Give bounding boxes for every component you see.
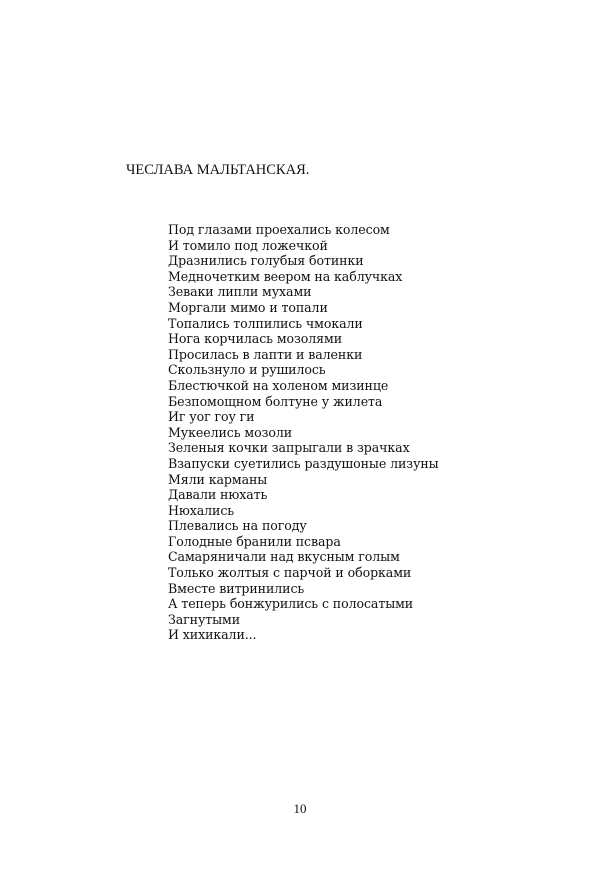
- poem-line: Зеваки липли мухами: [168, 284, 312, 300]
- poem-line: Медночетким веером на каблучках: [168, 268, 403, 284]
- poem-line: Мяли карманы: [168, 471, 268, 487]
- poem-line: Загнутыми: [168, 611, 241, 627]
- poem-line: Нюхались: [168, 502, 235, 518]
- author-heading: ЧЕСЛАВА МАЛЬТАНСКАЯ.: [126, 162, 310, 178]
- poem-line: Только жолтыя с парчой и оборками: [168, 565, 412, 581]
- poem-line: Давали нюхать: [168, 487, 268, 503]
- poem-line: Самаряничали над вкусным голым: [168, 549, 400, 565]
- poem-line: Скользнуло и рушилось: [168, 362, 326, 378]
- poem-line: Моргали мимо и топали: [168, 299, 328, 315]
- poem-line: Нога корчилась мозолями: [168, 331, 342, 347]
- poem-line: Голодные бранили псвара: [168, 533, 341, 549]
- poem-line: И хихикали...: [168, 627, 257, 643]
- poem-line: Блестючкой на холеном мизинце: [168, 377, 389, 393]
- poem-line: Дразнились голубыя ботинки: [168, 253, 364, 269]
- poem-line: Безпомощном болтуне у жилета: [168, 393, 383, 409]
- poem-line: Вместе витринились: [168, 580, 305, 596]
- poem-line: Мукеелись мозоли: [168, 424, 293, 440]
- poem-line: Просилась в лапти и валенки: [168, 346, 363, 362]
- poem-line: Под глазами проехались колесом: [168, 222, 390, 237]
- poem: [168, 222, 439, 643]
- page-number: 10: [293, 801, 307, 816]
- poem-line: А теперь бонжурились с полосатыми: [168, 596, 414, 612]
- poem-line: Взапуски суетились раздушоные лизуны: [168, 455, 439, 471]
- poem-line: Плевались на погоду: [168, 518, 307, 534]
- poem-line: Зеленыя кочки запрыгали в зрачках: [168, 440, 410, 456]
- poem-line: Топались толпились чмокали: [168, 315, 363, 331]
- poem-line: И томило под ложечкой: [168, 237, 328, 253]
- poem-line: Иг уог гоу ги: [168, 409, 255, 425]
